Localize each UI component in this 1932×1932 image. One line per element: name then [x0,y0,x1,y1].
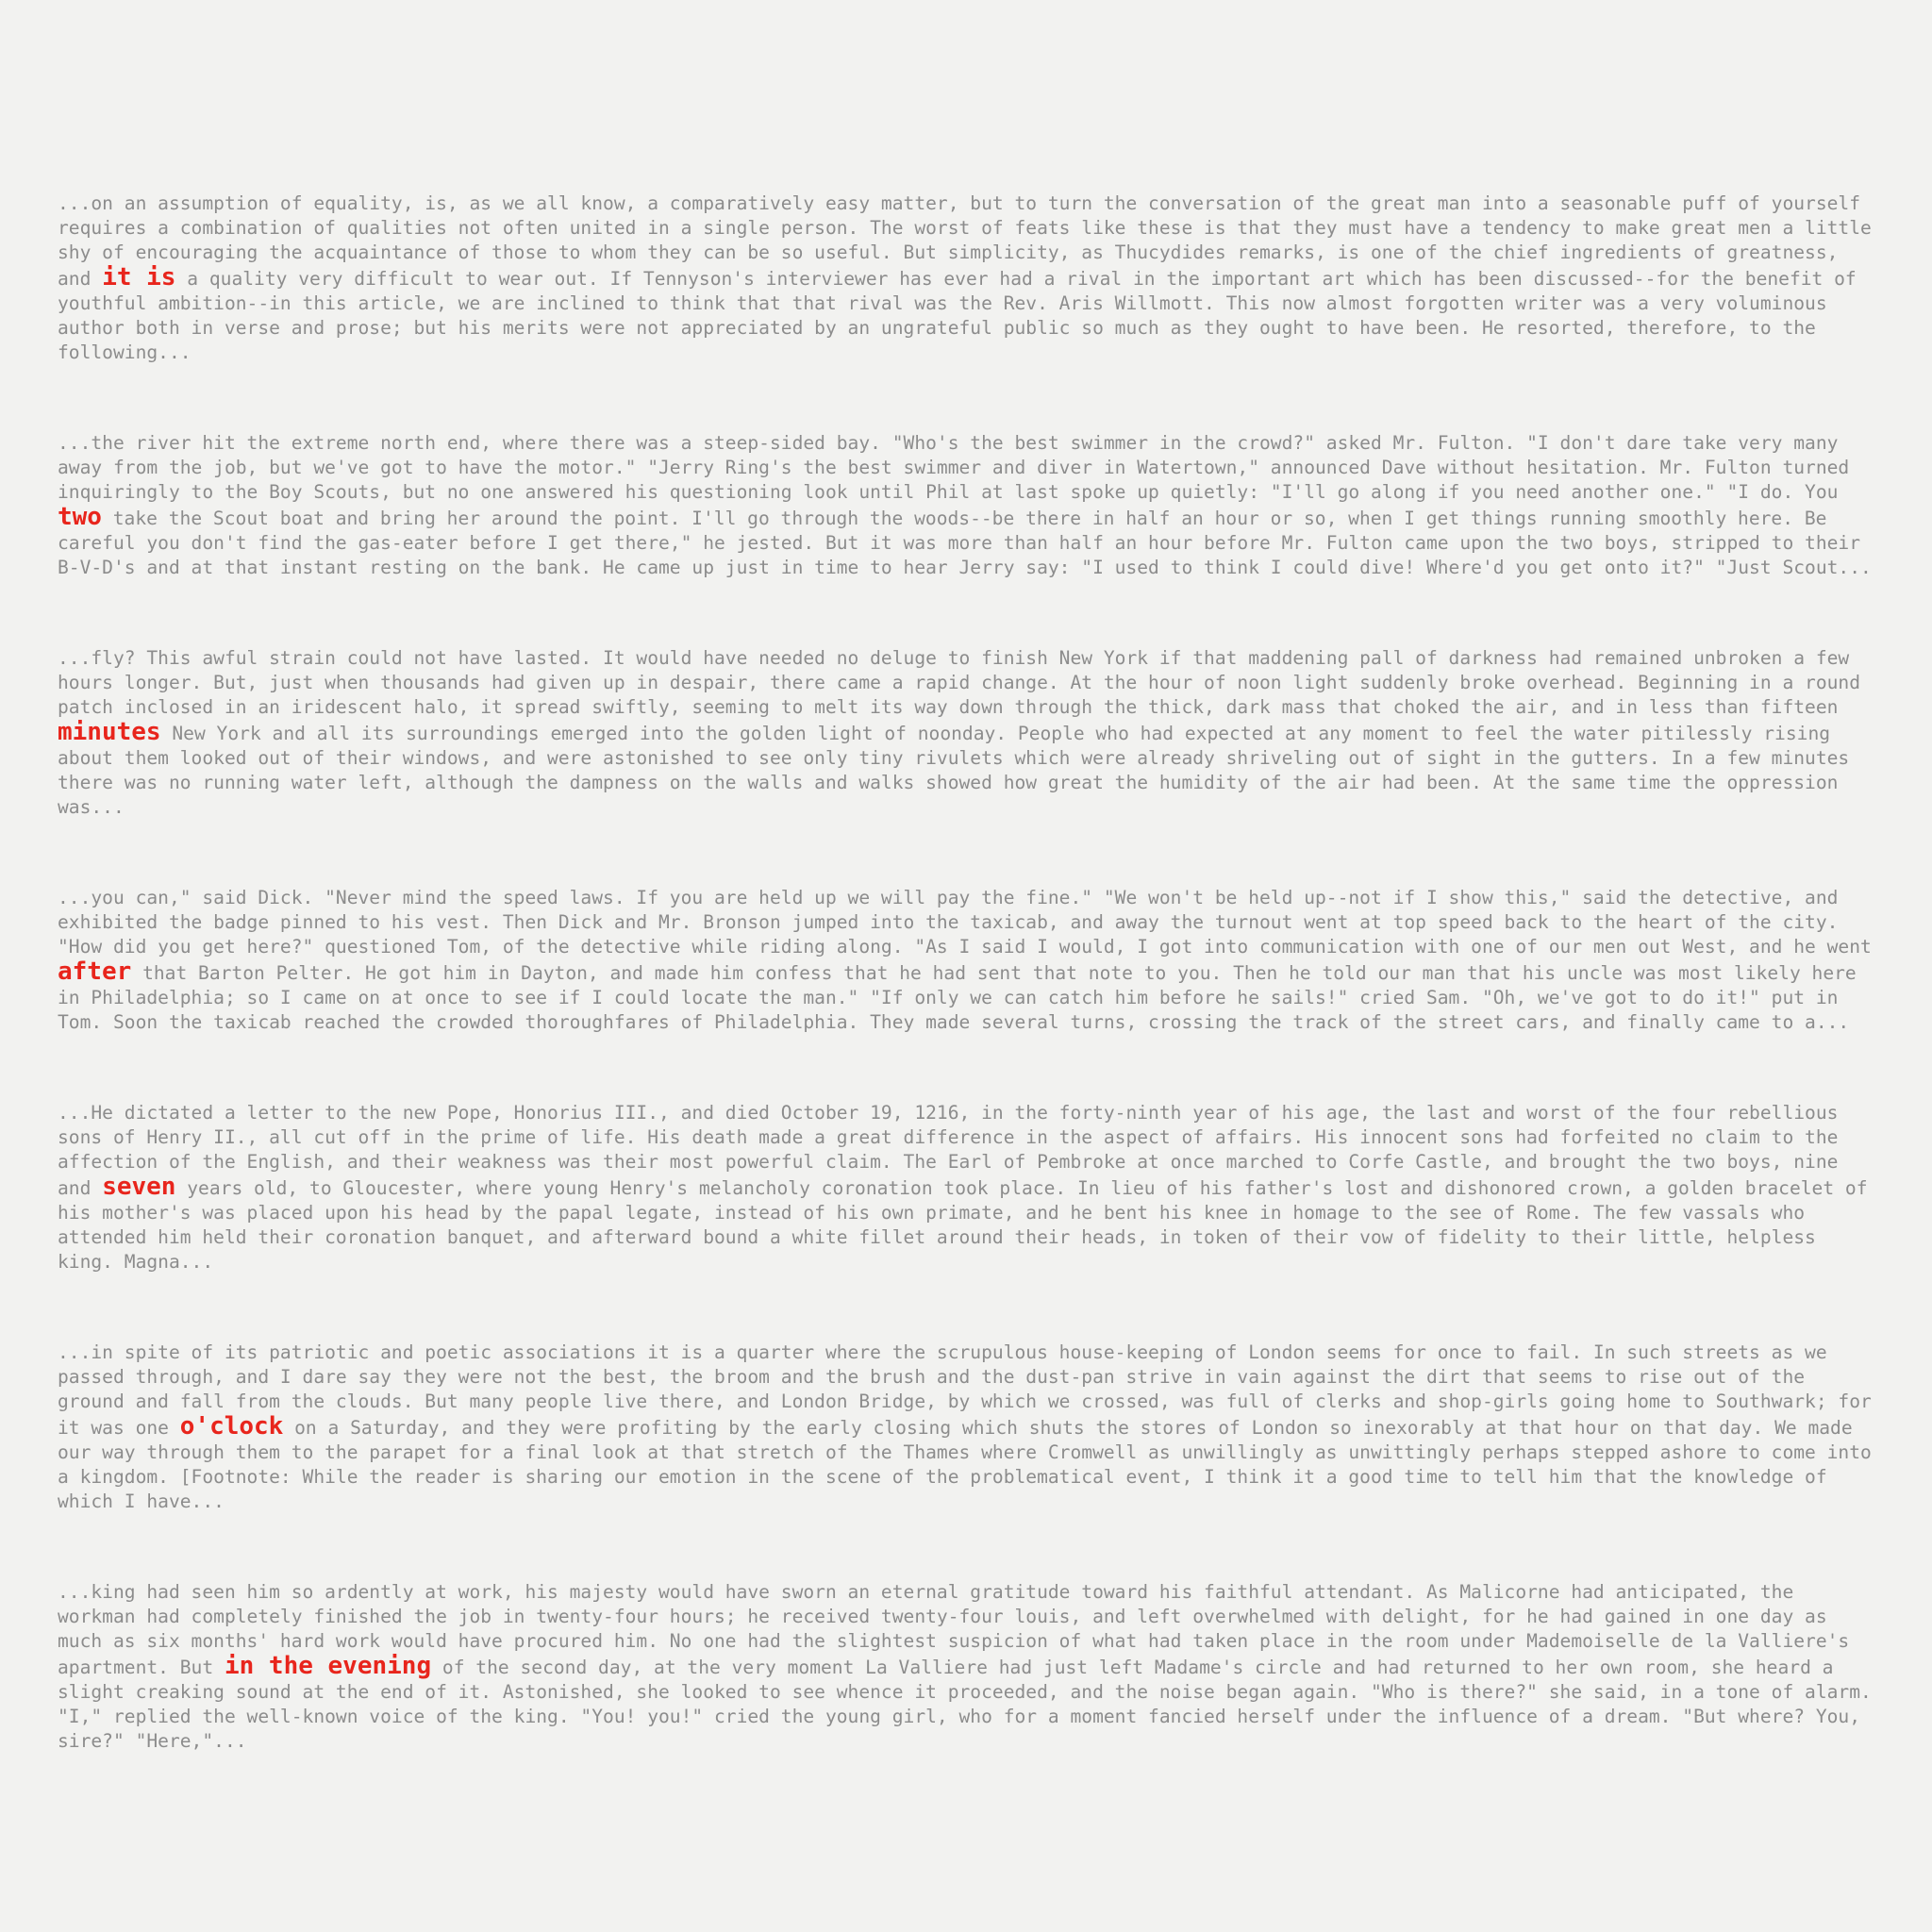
highlighted-phrase: it is [102,263,176,291]
passage-list [58,192,1874,1820]
passage-text-after: of the second day, at the very moment La Valliere had just left Madame's circle and had returned to her own room, she heard a slight creaking sound at the end of it. Astonished, she looked to see whence it proceeded, and the noise began again. "Who is there?" she said, in a tone of alarm. "I," replied the well-known voice of the king. "You! you!" cried the young girl, who for a moment fancied herself under the influence of a dream. "But where? You, sire?" "Here,"... [58,1657,1872,1752]
passage [58,1580,1874,1754]
passage-text-after: New York and all its surroundings emerged into the golden light of noonday. People who had expected at any moment to feel the water pitilessly rising about them looked out of their windows, and were astonished to see only tiny rivulets which were already shriveling out of sight in the gutters. In a few minutes there was no running water left, although the dampness on the walls and walks showed how great the humidity of the air had been. At the same time the oppression was... [58,723,1850,818]
passage-text-after: years old, to Gloucester, where young Henry's melancholy coronation took place. In lieu of his father's lost and dishonored crown, a golden bracelet of his mother's was placed upon his head by the papal legate, instead of his own primate, and he bent his knee in homage to the see of Rome. The few vassals who attended him held their coronation banquet, and afterward bound a white fillet around their heads, in token of their vow of fidelity to their little, helpless king. Magna... [58,1177,1868,1273]
highlighted-phrase: in the evening [224,1652,432,1680]
highlighted-phrase: minutes [58,718,161,746]
highlighted-phrase: two [58,503,102,531]
passage-text-before: ...on an assumption of equality, is, as we all know, a comparatively easy matter, but to turn the conversation of the great man into a seasonable puff of yourself requires a combination of qualities not often united in a single person. The worst of feats like these is that they must have a tendency to make great men a little shy of encouraging the acquaintance of those to whom they can be so useful. But simplicity, as Thucydides remarks, is one of the chief ingredients of greatness, and [58,192,1872,290]
highlighted-phrase: after [58,958,132,986]
passage [58,192,1874,365]
passage [58,646,1874,820]
passage [58,1341,1874,1514]
passage [58,431,1874,580]
passage-text-before: ...you can," said Dick. "Never mind the speed laws. If you are held up we will pay the fine." "We won't be held up--not if I show this," said the detective, and exhibited the badge pinned to his vest. Then Dick and Mr. Bronson jumped into the taxicab, and away the turnout went at top speed back to the heart of the city. "How did you get here?" questioned Tom, of the detective while riding along. "As I said I would, I got into communication with one of our men out West, and he went [58,887,1872,958]
highlighted-phrase: o'clock [179,1412,284,1441]
passage-text-after: on a Saturday, and they were profiting by the early closing which shuts the stores of London so inexorably at that hour on that day. We made our way through them to the parapet for a final look at that stretch of the Thames where Cromwell as unwillingly as unwittingly perhaps stepped ashore to come into a kingdom. [Footnote: While the reader is sharing our emotion in the scene of the problematical event, I think it a good time to tell him that the knowledge of which I have... [58,1417,1872,1512]
passage-text-before: ...fly? This awful strain could not have lasted. It would have needed no deluge to finish New York if that maddening pall of darkness had remained unbroken a few hours longer. But, just when thousands had given up in despair, there came a rapid change. At the hour of noon light suddenly broke overhead. Beginning in a round patch inclosed in an iridescent halo, it spread swiftly, seeming to melt its way down through the thick, dark mass that choked the air, and in less than fifteen [58,647,1861,718]
passage-text-before: ...king had seen him so ardently at work, his majesty would have sworn an eternal gratitude toward his faithful attendant. As Malicorne had anticipated, the workman had completely finished the job in twenty-four hours; he received twenty-four louis, and left overwhelmed with delight, for he had gained in one day as much as six months' hard work would have procured him. No one had the slightest suspicion of what had taken place in the room under Mademoiselle de la Valliere's apartment. But [58,1581,1850,1678]
passage [58,886,1874,1035]
passage-text-after: take the Scout boat and bring her around the point. I'll go through the woods--be there in half an hour or so, when I get things running smoothly here. Be careful you don't find the gas-eater before I get there," he jested. But it was more than half an hour before Mr. Fulton came upon the two boys, stripped to their B-V-D's and at that instant resting on the bank. He came up just in time to hear Jerry say: "I used to think I could dive! Where'd you get onto it?" "Just Scout... [58,508,1872,578]
passage-text-before: ...in spite of its patriotic and poetic associations it is a quarter where the scrupulous house-keeping of London seems for once to fail. In such streets as we passed through, and I dare say they were not the best, the broom and the brush and the dust-pan strive in vain against the dirt that seems to rise out of the ground and fall from the clouds. But many people live there, and London Bridge, by which we crossed, was full of clerks and shop-girls going home to Southwark; for it was one [58,1341,1872,1439]
passage [58,1101,1874,1274]
highlighted-phrase: seven [102,1173,176,1201]
passage-text-after: a quality very difficult to wear out. If Tennyson's interviewer has ever had a rival in the important art which has been discussed--for the benefit of youthful ambition--in this article, we are inclined to think that that rival was the Rev. Aris Willmott. This now almost forgotten writer was a very voluminous author both in verse and prose; but his merits were not appreciated by an ungrateful public so much as they ought to have been. He resorted, therefore, to the following... [58,268,1857,363]
passage-text-after: that Barton Pelter. He got him in Dayton, and made him confess that he had sent that note to you. Then he told our man that his uncle was most likely here in Philadelphia; so I came on at once to see if I could locate the man." "If only we can catch him before he sails!" cried Sam. "Oh, we've got to do it!" put in Tom. Soon the taxicab reached the crowded thoroughfares of Philadelphia. They made several turns, crossing the track of the street cars, and finally came to a... [58,962,1857,1033]
passage-text-before: ...the river hit the extreme north end, where there was a steep-sided bay. "Who's the best swimmer in the crowd?" asked Mr. Fulton. "I don't dare take very many away from the job, but we've got to have the motor." "Jerry Ring's the best swimmer and diver in Watertown," announced Dave without hesitation. Mr. Fulton turned inquiringly to the Boy Scouts, but no one answered his questioning look until Phil at last spoke up quietly: "I'll go along if you need another one." "I do. You [58,432,1850,503]
passage-text-before: ...He dictated a letter to the new Pope, Honorius III., and died October 19, 1216, in the forty-ninth year of his age, the last and worst of the four rebellious sons of Henry II., all cut off in the prime of life. His death made a great difference in the aspect of affairs. His innocent sons had forfeited no claim to the affection of the English, and their weakness was their most powerful claim. The Earl of Pembroke at once marched to Corfe Castle, and brought the two boys, nine and [58,1102,1839,1199]
